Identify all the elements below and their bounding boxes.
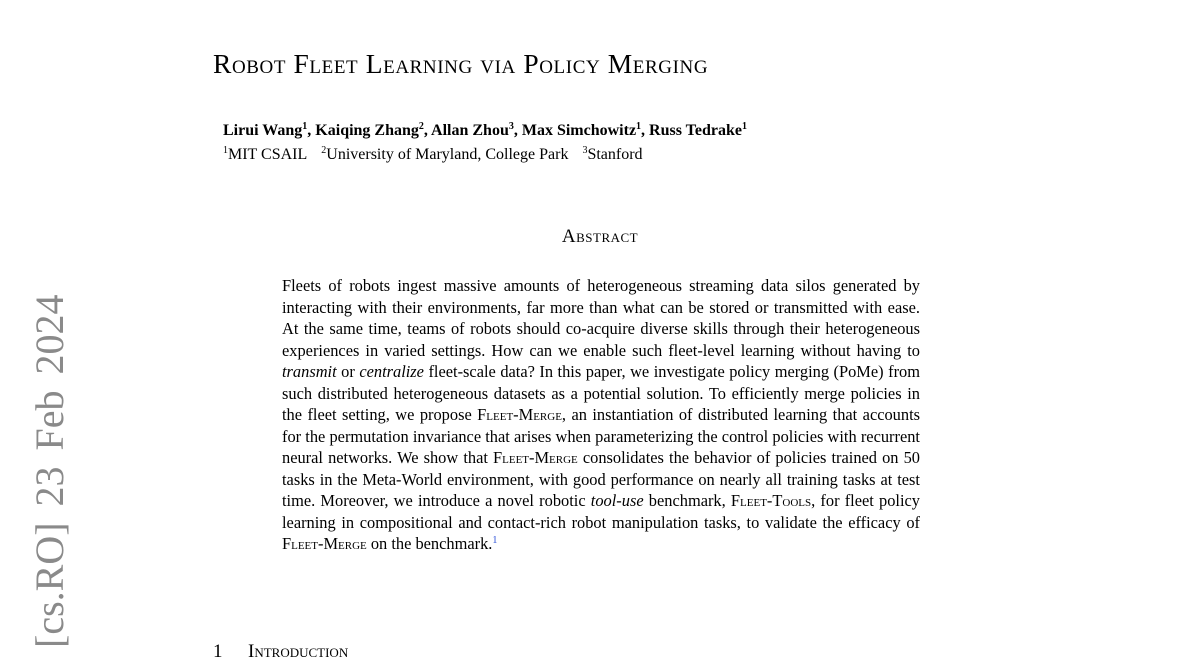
benchmark-name: Fleet-Tools bbox=[730, 491, 812, 510]
author-name: Russ Tedrake bbox=[649, 122, 742, 139]
author-affiliation-mark: 3 bbox=[508, 121, 514, 132]
method-name: Fleet-Merge bbox=[477, 405, 562, 424]
affiliation-number: 2 bbox=[321, 145, 327, 156]
affiliation-name: Stanford bbox=[587, 146, 643, 163]
author-name: Max Simchowitz bbox=[521, 122, 637, 139]
section-heading-introduction bbox=[213, 641, 348, 664]
emphasis: transmit bbox=[282, 362, 337, 381]
author-name: Allan Zhou bbox=[431, 122, 509, 139]
author-name: Kaiqing Zhang bbox=[315, 122, 419, 139]
author-affiliation-mark: 1 bbox=[302, 121, 308, 132]
affiliation-name: University of Maryland, College Park bbox=[326, 146, 569, 163]
footnote-link[interactable]: 1 bbox=[492, 535, 498, 546]
author-affiliation-mark: 1 bbox=[741, 121, 747, 132]
author-affiliation-mark: 1 bbox=[636, 121, 642, 132]
section-title: Introduction bbox=[248, 641, 349, 662]
section-number: 1 bbox=[213, 641, 223, 662]
affiliation-list bbox=[223, 145, 643, 164]
paper-title: Robot Fleet Learning via Policy Merging bbox=[213, 48, 709, 79]
abstract-heading: Abstract bbox=[561, 226, 639, 247]
affiliation-name: MIT CSAIL bbox=[228, 146, 308, 163]
method-name: Fleet-Merge bbox=[282, 534, 367, 553]
affiliation-number: 1 bbox=[223, 145, 228, 156]
author-affiliation-mark: 2 bbox=[418, 121, 424, 132]
emphasis: tool-use bbox=[590, 491, 644, 510]
abstract-body: Fleets of robots ingest massive amounts of heterogeneous streaming data silos generated by interacting with their environments, far more than what can be stored or transmitted with ease. At the same time, teams of robots should co-acquire diverse skills through their heterogeneous experiences in varied settings. How can we enable such fleet-level learning without having to transmit or centralize fleet-scale data? In this paper, we investigate policy merging (PoMe) from such distributed heterogeneous datasets as a potential solution. To efficiently merge policies in the fleet setting, we propose Fleet-Merge, an instantiation of distributed learning that accounts for the permutation invariance that arises when parameterizing the control policies with recurrent neural networks. We show that Fleet-Merge consolidates the behavior of policies trained on 50 tasks in the Meta-World environment, with good performance on nearly all training tasks at test time. Moreover, we introduce a novel robotic tool-use benchmark, Fleet-Tools, for fleet policy learning in compositional and contact-rich robot manipulation tasks, to validate the efficacy of Fleet-Merge on the benchmark.$^1$ bbox=[282, 276, 921, 553]
method-name: Fleet-Merge bbox=[493, 448, 578, 467]
arxiv-stamp: [cs.RO] 23 Feb 2024 bbox=[27, 294, 72, 648]
emphasis: centralize bbox=[359, 362, 424, 381]
author-list: Lirui Wang$^1$, Kaiqing Zhang$^2$, Allan Zhou$^3$, Max Simchowitz$^1$, Russ Tedrake$^1$ bbox=[223, 121, 747, 139]
author-name: Lirui Wang bbox=[223, 122, 303, 139]
affiliation-number: 3 bbox=[582, 145, 588, 156]
